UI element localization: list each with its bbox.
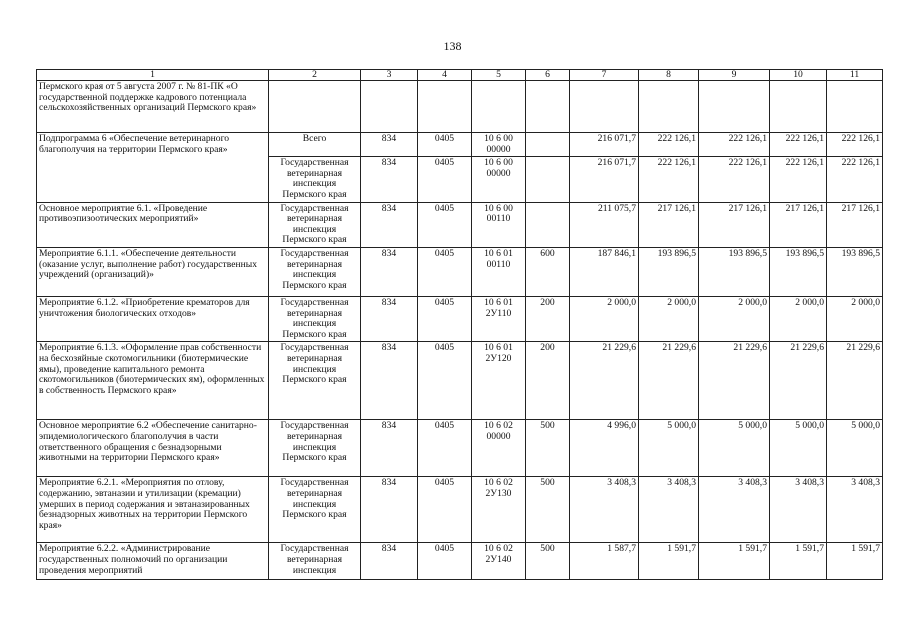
cell-rz: 0405 (418, 133, 472, 157)
cell-amount: 2 000,0 (827, 296, 883, 341)
cell-amount: 2 000,0 (639, 296, 699, 341)
cell-amount: 2 000,0 (770, 296, 827, 341)
cell-executor: Всего (269, 133, 361, 157)
cell-amount: 217 126,1 (699, 202, 770, 247)
cell-name: Мероприятие 6.1.1. «Обеспечение деятельности (оказание услуг, выполнение работ) государственных учреждений (организаций)» (37, 247, 269, 296)
cell-vr (526, 157, 570, 202)
table-row (37, 202, 883, 247)
cell-amount (827, 81, 883, 133)
cell-amount: 21 229,6 (699, 342, 770, 420)
cell-csr: 10 6 01 00110 (472, 247, 526, 296)
cell-gr: 834 (361, 543, 418, 580)
cell-executor: Государственная ветеринарная инспекция (269, 543, 361, 580)
table-row (37, 543, 883, 580)
table-row (37, 247, 883, 296)
col-header: 1 (37, 70, 269, 81)
cell-name: Основное мероприятие 6.2 «Обеспечение санитарно-эпидемиологического благополучия в части ответственного обращения с безнадзорными животными на территории Пермского края» (37, 420, 269, 477)
cell-executor: Государственная ветеринарная инспекция Пермского края (269, 342, 361, 420)
cell-gr: 834 (361, 420, 418, 477)
col-header: 11 (827, 70, 883, 81)
cell-amount: 3 408,3 (827, 477, 883, 543)
cell-amount: 222 126,1 (639, 133, 699, 157)
cell-amount: 222 126,1 (699, 133, 770, 157)
cell-amount (699, 81, 770, 133)
cell-name: Мероприятие 6.1.3. «Оформление прав собственности на бесхозяйные скотомогильники (биотермические ямы), проведение капитального ремонта скотомогильников (биотермических ям), оформленных в собственность Пермского края» (37, 342, 269, 420)
cell-vr: 200 (526, 296, 570, 341)
cell-rz (418, 81, 472, 133)
cell-amount: 1 591,7 (639, 543, 699, 580)
cell-amount: 193 896,5 (770, 247, 827, 296)
cell-rz: 0405 (418, 342, 472, 420)
column-number-row (37, 70, 883, 81)
cell-amount: 3 408,3 (570, 477, 639, 543)
cell-csr: 10 6 02 00000 (472, 420, 526, 477)
cell-amount: 217 126,1 (639, 202, 699, 247)
cell-amount: 211 075,7 (570, 202, 639, 247)
cell-gr: 834 (361, 296, 418, 341)
cell-executor: Государственная ветеринарная инспекция Пермского края (269, 296, 361, 341)
cell-csr (472, 81, 526, 133)
cell-gr: 834 (361, 157, 418, 202)
cell-amount: 21 229,6 (770, 342, 827, 420)
cell-amount: 187 846,1 (570, 247, 639, 296)
col-header: 2 (269, 70, 361, 81)
cell-amount: 3 408,3 (699, 477, 770, 543)
table-row (37, 81, 883, 133)
cell-amount: 222 126,1 (770, 133, 827, 157)
table-row (37, 342, 883, 420)
table-row (37, 296, 883, 341)
cell-amount: 4 996,0 (570, 420, 639, 477)
cell-rz: 0405 (418, 296, 472, 341)
cell-amount: 222 126,1 (639, 157, 699, 202)
cell-amount: 222 126,1 (827, 157, 883, 202)
cell-amount: 21 229,6 (827, 342, 883, 420)
cell-csr: 10 6 01 2У120 (472, 342, 526, 420)
cell-amount: 2 000,0 (699, 296, 770, 341)
table-row (37, 420, 883, 477)
cell-name: Подпрограмма 6 «Обеспечение ветеринарного благополучия на территории Пермского края» (37, 133, 269, 203)
cell-executor: Государственная ветеринарная инспекция Пермского края (269, 247, 361, 296)
cell-vr (526, 133, 570, 157)
cell-rz: 0405 (418, 543, 472, 580)
cell-amount: 193 896,5 (827, 247, 883, 296)
cell-executor: Государственная ветеринарная инспекция Пермского края (269, 477, 361, 543)
cell-amount: 3 408,3 (770, 477, 827, 543)
cell-amount: 193 896,5 (699, 247, 770, 296)
cell-amount: 216 071,7 (570, 133, 639, 157)
cell-amount: 21 229,6 (639, 342, 699, 420)
cell-name: Основное мероприятие 6.1. «Проведение противоэпизоотических мероприятий» (37, 202, 269, 247)
table-row (37, 477, 883, 543)
cell-executor: Государственная ветеринарная инспекция Пермского края (269, 157, 361, 202)
cell-rz: 0405 (418, 202, 472, 247)
cell-amount: 5 000,0 (770, 420, 827, 477)
cell-name: Пермского края от 5 августа 2007 г. № 81-ПК «О государственной поддержке кадрового потенциала сельскохозяйственных организаций Пермского края» (37, 81, 269, 133)
cell-csr: 10 6 00 00000 (472, 133, 526, 157)
cell-rz: 0405 (418, 420, 472, 477)
cell-executor (269, 81, 361, 133)
cell-csr: 10 6 00 00110 (472, 202, 526, 247)
cell-amount: 2 000,0 (570, 296, 639, 341)
col-header: 9 (699, 70, 770, 81)
cell-executor: Государственная ветеринарная инспекция Пермского края (269, 420, 361, 477)
cell-amount: 5 000,0 (699, 420, 770, 477)
col-header: 7 (570, 70, 639, 81)
cell-vr: 500 (526, 477, 570, 543)
cell-amount: 1 591,7 (827, 543, 883, 580)
col-header: 10 (770, 70, 827, 81)
budget-table (36, 69, 883, 580)
cell-gr: 834 (361, 202, 418, 247)
cell-amount: 217 126,1 (827, 202, 883, 247)
cell-amount (770, 81, 827, 133)
cell-gr: 834 (361, 133, 418, 157)
cell-csr: 10 6 01 2У110 (472, 296, 526, 341)
col-header: 5 (472, 70, 526, 81)
cell-csr: 10 6 02 2У130 (472, 477, 526, 543)
cell-amount (639, 81, 699, 133)
cell-amount: 217 126,1 (770, 202, 827, 247)
cell-amount: 1 591,7 (770, 543, 827, 580)
cell-amount: 5 000,0 (639, 420, 699, 477)
cell-vr (526, 81, 570, 133)
cell-vr (526, 202, 570, 247)
cell-amount: 21 229,6 (570, 342, 639, 420)
cell-amount: 216 071,7 (570, 157, 639, 202)
cell-amount: 222 126,1 (699, 157, 770, 202)
cell-csr: 10 6 02 2У140 (472, 543, 526, 580)
cell-gr: 834 (361, 477, 418, 543)
page-number: 138 (443, 39, 462, 53)
cell-vr: 500 (526, 543, 570, 580)
col-header: 3 (361, 70, 418, 81)
cell-amount: 1 591,7 (699, 543, 770, 580)
cell-amount: 222 126,1 (770, 157, 827, 202)
cell-vr: 200 (526, 342, 570, 420)
cell-name: Мероприятие 6.2.2. «Администрирование государственных полномочий по организации проведения мероприятий (37, 543, 269, 580)
table-row (37, 133, 883, 157)
cell-amount: 193 896,5 (639, 247, 699, 296)
cell-rz: 0405 (418, 157, 472, 202)
cell-vr: 500 (526, 420, 570, 477)
cell-amount: 5 000,0 (827, 420, 883, 477)
cell-gr: 834 (361, 342, 418, 420)
cell-rz: 0405 (418, 247, 472, 296)
cell-amount: 222 126,1 (827, 133, 883, 157)
cell-gr (361, 81, 418, 133)
cell-vr: 600 (526, 247, 570, 296)
cell-amount: 1 587,7 (570, 543, 639, 580)
col-header: 4 (418, 70, 472, 81)
cell-name: Мероприятие 6.1.2. «Приобретение крематоров для уничтожения биологических отходов» (37, 296, 269, 341)
col-header: 8 (639, 70, 699, 81)
cell-amount (570, 81, 639, 133)
col-header: 6 (526, 70, 570, 81)
cell-executor: Государственная ветеринарная инспекция Пермского края (269, 202, 361, 247)
cell-name: Мероприятие 6.2.1. «Мероприятия по отлову, содержанию, эвтаназии и утилизации (кремации) умерших в период содержания и эвтаназированных безнадзорных животных на территории Пермского края» (37, 477, 269, 543)
cell-amount: 3 408,3 (639, 477, 699, 543)
cell-csr: 10 6 00 00000 (472, 157, 526, 202)
cell-gr: 834 (361, 247, 418, 296)
cell-rz: 0405 (418, 477, 472, 543)
